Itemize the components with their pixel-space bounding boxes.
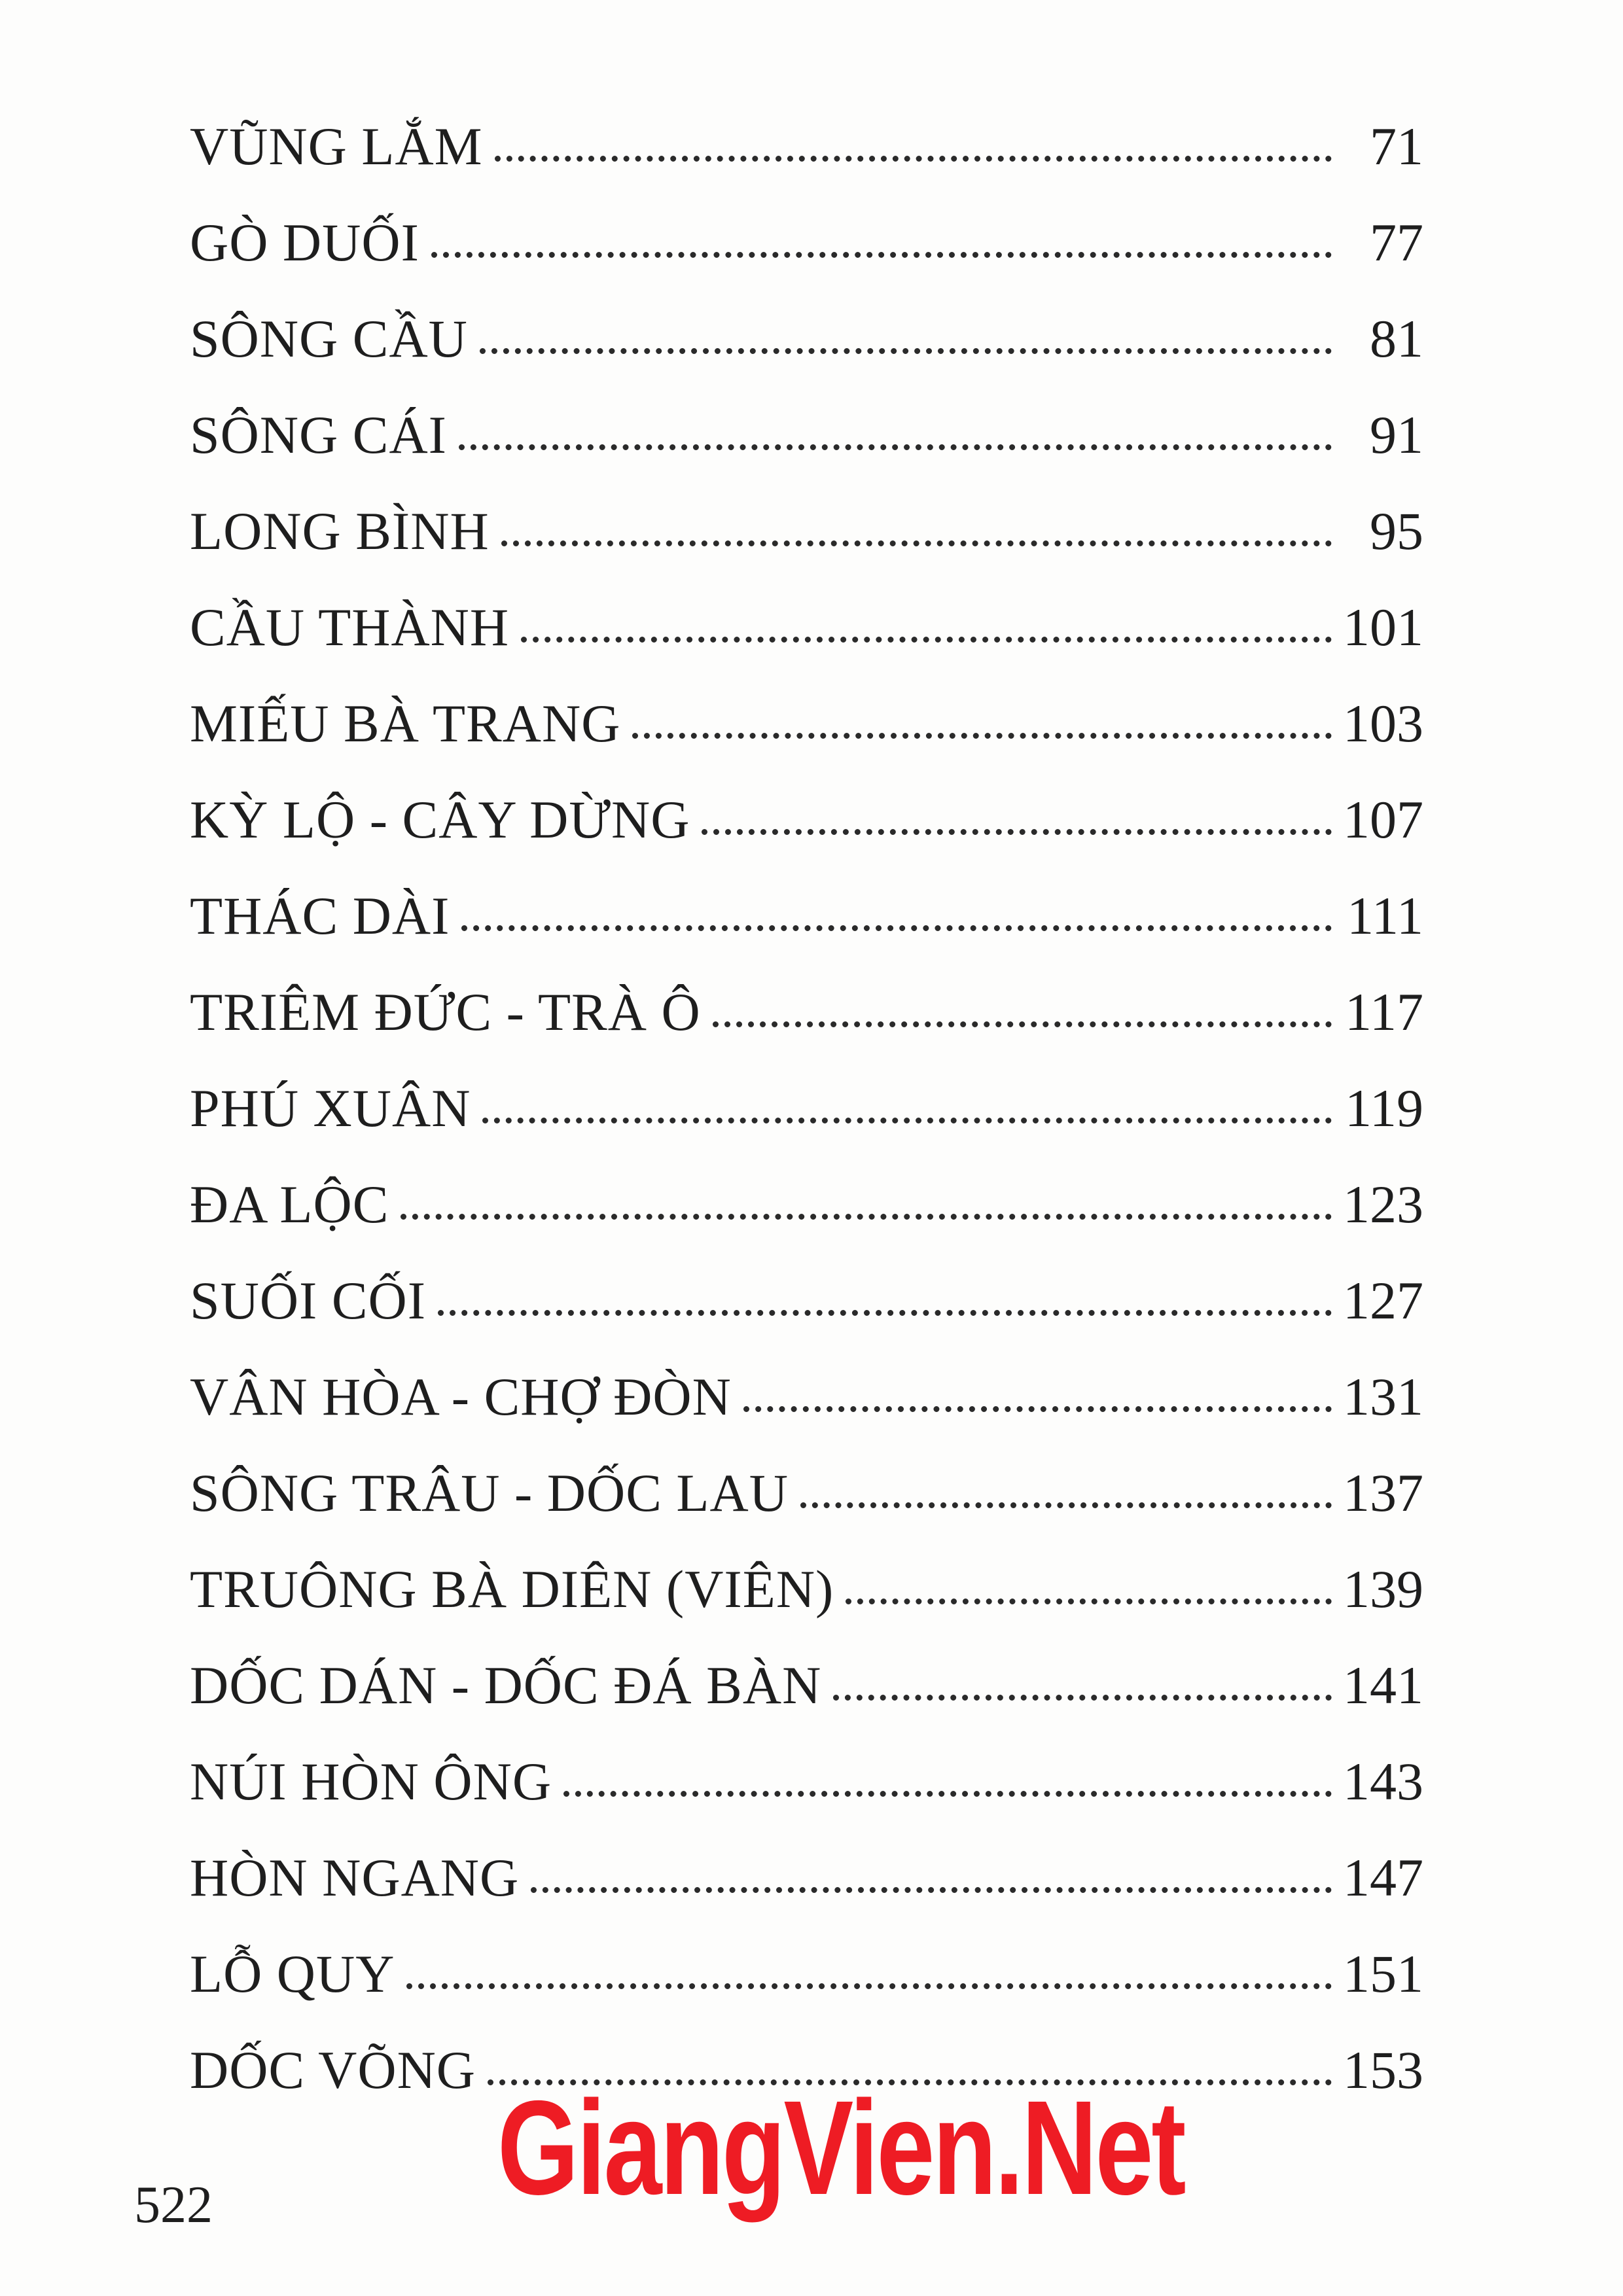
toc-entry [190,1637,1423,1733]
toc-entry-title: VŨNG LẮM [190,116,483,176]
table-of-contents [190,98,1423,2118]
toc-entry-title: SUỐI CỐI [190,1271,427,1330]
toc-entry-title: GÒ DUỐI [190,213,419,272]
toc-dot-leader [459,431,1332,450]
toc-entry-title: SÔNG TRÂU - DỐC LAU [190,1463,789,1523]
toc-entry [190,1156,1423,1252]
toc-entry-page: 131 [1343,1367,1423,1426]
toc-entry-title: TRUÔNG BÀ DIÊN (VIÊN) [190,1559,834,1619]
toc-entry-title: MIẾU BÀ TRANG [190,694,621,753]
toc-dot-leader [495,143,1332,162]
toc-entry-title: ĐA LỘC [190,1174,389,1234]
toc-entry-page: 137 [1343,1463,1423,1523]
toc-entry-page: 143 [1343,1752,1423,1811]
toc-dot-leader [521,624,1332,643]
toc-entry-title: DỐC VÕNG [190,2040,476,2100]
toc-entry-page: 141 [1343,1655,1423,1715]
toc-entry-title: KỲ LỘ - CÂY DỪNG [190,790,690,849]
toc-dot-leader [401,1201,1332,1220]
toc-entry-title: LỖ QUY [190,1944,395,2004]
toc-entry [190,1829,1423,1926]
toc-dot-leader [713,1008,1332,1027]
toc-entry [190,868,1423,964]
toc-dot-leader [632,720,1332,739]
toc-entry-page: 123 [1343,1174,1423,1234]
toc-entry-title: NÚI HÒN ÔNG [190,1752,552,1811]
toc-entry-title: PHÚ XUÂN [190,1078,471,1138]
toc-entry [190,675,1423,771]
watermark: GiangVien.Net [497,2073,1185,2223]
toc-entry [190,1733,1423,1829]
toc-entry [190,1252,1423,1349]
toc-entry-page: 101 [1343,597,1423,657]
toc-entry-title: DỐC DÁN - DỐC ĐÁ BÀN [190,1655,822,1715]
toc-entry-page: 153 [1343,2040,1423,2100]
toc-entry-page: 117 [1345,982,1423,1042]
toc-entry [190,1349,1423,1445]
toc-dot-leader [431,239,1332,258]
toc-dot-leader [406,1970,1332,1989]
toc-entry [190,771,1423,868]
toc-entry-page: 147 [1343,1848,1423,1907]
toc-dot-leader [531,1874,1332,1893]
toc-entry [190,291,1423,387]
toc-entry [190,1541,1423,1637]
toc-entry-page: 103 [1343,694,1423,753]
toc-entry-title: TRIÊM ĐỨC - TRÀ Ô [190,982,701,1042]
toc-entry-page: 111 [1347,886,1423,945]
toc-dot-leader [480,335,1332,354]
toc-entry-title: LONG BÌNH [190,501,490,561]
toc-entry-title: CẦU THÀNH [190,597,510,657]
toc-entry-page: 139 [1343,1559,1423,1619]
toc-entry-page: 119 [1345,1078,1423,1138]
toc-dot-leader [461,912,1332,931]
toc-entry [190,964,1423,1060]
toc-entry [190,483,1423,579]
toc-entry-title: SÔNG CÁI [190,405,447,465]
toc-entry [190,579,1423,675]
toc-entry-title: THÁC DÀI [190,886,450,945]
toc-entry-page: 151 [1343,1944,1423,2004]
toc-dot-leader [743,1393,1332,1412]
toc-entry-title: VÂN HÒA - CHỢ ĐÒN [190,1367,732,1426]
toc-entry [190,1060,1423,1156]
toc-entry [190,98,1423,194]
toc-dot-leader [438,1297,1332,1316]
toc-entry-title: SÔNG CẦU [190,309,468,368]
toc-entry [190,1445,1423,1541]
toc-entry-title: HÒN NGANG [190,1848,520,1907]
toc-entry-page: 107 [1343,790,1423,849]
page-number: 522 [134,2176,213,2234]
toc-dot-leader [482,1104,1332,1123]
toc-dot-leader [501,527,1332,546]
toc-entry-page: 127 [1343,1271,1423,1330]
toc-dot-leader [833,1682,1332,1701]
toc-entry [190,194,1423,291]
toc-dot-leader [800,1489,1332,1508]
toc-entry-page: 77 [1370,213,1423,272]
toc-entry [190,387,1423,483]
toc-dot-leader [702,816,1332,835]
toc-entry-page: 95 [1370,501,1423,561]
toc-entry [190,1926,1423,2022]
toc-dot-leader [846,1585,1332,1604]
toc-entry-page: 71 [1370,116,1423,176]
toc-entry-page: 91 [1370,405,1423,465]
toc-dot-leader [563,1778,1332,1797]
toc-entry-page: 81 [1370,309,1423,368]
